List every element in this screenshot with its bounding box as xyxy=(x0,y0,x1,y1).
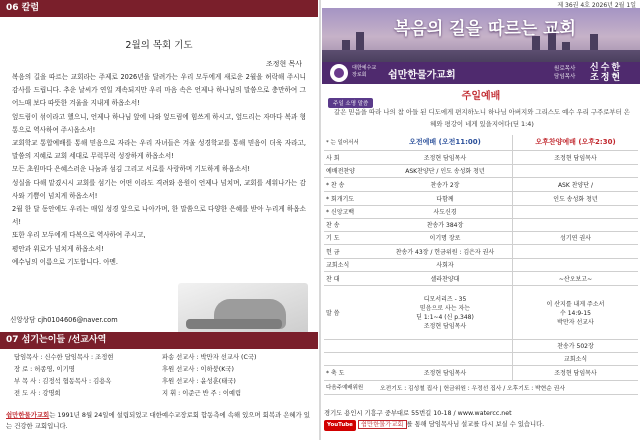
staff-line: 장 로 : 허종영, 이기명 xyxy=(14,366,75,373)
youtube-icon[interactable]: YouTube xyxy=(324,420,356,431)
table-row xyxy=(324,177,638,191)
column-title: 2월의 목회 기도 xyxy=(125,40,193,51)
pm-cell: 인도 송성화 청년 xyxy=(513,191,639,205)
paragraph: 성실을 다해 맡겼시시 교회를 섬기는 어떤 이라도 격려와 응원이 언제나 넘치며, 교회를 세워나가는 감사와 기쁨이 넘치게 하옵소서! xyxy=(12,178,306,200)
right-footer xyxy=(324,408,640,431)
pm-cell: 조정현 담임목사 xyxy=(513,365,639,380)
am-cell: ASK찬양단 / 인도 송성화 청년 xyxy=(378,164,513,177)
service-title: 주일예배 xyxy=(461,91,501,102)
missionary-line: 후원 선교사 : 윤성훈(태국) xyxy=(162,378,236,385)
pm-cell: 조정현 담임목사 xyxy=(513,150,639,164)
table-row xyxy=(324,231,638,244)
contact-email[interactable]: 신앙상담 cjh0104606@naver.com xyxy=(10,316,118,324)
row-label: 사 회 xyxy=(324,150,378,164)
paragraph: 엎드림이 섞이라고 했으니, 언제나 하나님 앞에 나와 엎드림에 힘쓰게 하시고, 엎드리는 자마다 복과 형통으로 역사하여 주시옵소서! xyxy=(12,112,306,134)
table-row xyxy=(324,218,638,231)
row-label xyxy=(324,352,378,365)
church-intro xyxy=(6,410,314,432)
am-cell: 셀라찬양대 xyxy=(378,271,513,285)
issue-info: 제 36권 4호 2026년 2월 1일 xyxy=(557,2,636,9)
am-cell: 사도신경 xyxy=(378,205,513,218)
pastor-name: 조정현 xyxy=(590,73,623,83)
pm-cell: 성기연 권사 xyxy=(513,231,639,244)
staff-left-column xyxy=(14,352,162,400)
am-cell: 찬송가 43장 / 헌금위원 : 김은자 권사 xyxy=(378,244,513,258)
am-cell xyxy=(378,339,513,352)
pastor-name: 신수한 xyxy=(590,63,623,73)
table-row xyxy=(324,150,638,164)
row-label: 예배전찬양 xyxy=(324,164,378,177)
row-label: 찬 대 xyxy=(324,271,378,285)
staff-list xyxy=(0,349,318,400)
row-label: 말 씀 xyxy=(324,285,378,339)
next-week-row xyxy=(324,380,638,394)
next-week-text: 오전기도 : 김성철 집사 | 헌금위원 : 우정선 집사 / 오후기도 : 박현순 권사 xyxy=(378,380,638,394)
missionary-line: 지 휘 : 이준근 반 주 : 이예림 xyxy=(162,390,242,397)
table-row xyxy=(324,271,638,285)
am-cell: 이기명 장로 xyxy=(378,231,513,244)
page-divider xyxy=(319,0,321,440)
table-row xyxy=(324,191,638,205)
missionary-line: 파송 선교사 : 박만자 선교사 (C국) xyxy=(162,354,257,361)
column-author: 조정현 목사 xyxy=(265,60,302,68)
youtube-line xyxy=(324,419,640,431)
table-row xyxy=(324,365,638,380)
table-header-row xyxy=(324,135,638,150)
table-row xyxy=(324,244,638,258)
paragraph: 또한 우리 모두에게 다복으로 역사하여 주시고, xyxy=(12,231,146,240)
masthead-title: 복음의 길을 따르는 교회 xyxy=(394,19,576,39)
staff-line: 전 도 사 : 강명희 xyxy=(14,390,61,397)
pastor-label: 담임목사 xyxy=(554,74,576,80)
table-row xyxy=(324,352,638,365)
paragraph: 모든 초원마다 은혜스러운 나눔과 섬김 그리고 서로를 사랑하며 기도하게 하옵소서! xyxy=(12,165,251,174)
pm-cell: 찬송가 502장 xyxy=(513,339,639,352)
row-label: * 축 도 xyxy=(324,365,378,380)
pastor-labels xyxy=(554,65,575,81)
paragraph: 복음의 길을 따르는 교회라는 주제로 2026년을 달려가는 우리 모두에게 새로운 2월을 허락해 주시니 감사를 드립니다. 추운 날씨가 연일 계속되지만 우리 마음 속은 언제나 하나님의 말씀으로 충만하여 그 어느때 보다 따뜻한 겨울을 지내게 하옵소서! xyxy=(12,73,306,108)
table-row xyxy=(324,205,638,218)
am-cell: 조정현 담임목사 xyxy=(378,150,513,164)
theme-verse: 갈은 믿음을 따라 나의 참 아들 된 디도에게 편지하노니 하나님 아버지와 그리스도 예수 우리 구주로부터 은혜와 평강이 네게 있을지어다(딛 1:4) xyxy=(334,108,630,128)
staff-line: 부 목 사 : 김정석 협동목사 : 김용옥 xyxy=(14,378,112,385)
pastor-label: 원로목사 xyxy=(554,66,576,72)
row-label: * 회개기도 xyxy=(324,191,378,205)
row-label: 찬 송 xyxy=(324,218,378,231)
worship-order-table xyxy=(324,135,638,395)
column-section-header: 06 칼럼 xyxy=(0,0,318,17)
paragraph: 예수님의 이름으로 기도합니다. 아멘. xyxy=(12,257,119,266)
youtube-text: 를 통해 담임목사님 설교를 다시 보실 수 있습니다. xyxy=(406,421,545,428)
row-label: * 찬 송 xyxy=(324,177,378,191)
row-label xyxy=(324,339,378,352)
pm-cell xyxy=(513,258,639,271)
staff-line: 담임목사 : 신수한 담임목사 : 조정현 xyxy=(14,354,114,361)
pm-cell: ~산오보고~ xyxy=(513,271,639,285)
staff-section xyxy=(0,332,318,400)
stand-note: * 는 일어서서 xyxy=(324,135,378,150)
am-cell: 디모서리즈 - 35 믿음으로 사는 자는 딛 1:1~4 (신 p.348) 조정현 담임목사 xyxy=(378,285,513,339)
paragraph: 2월 한 달 동안에도 우리는 매일 성경 앞으로 나아가며, 한 말씀으로 다양한 은혜를 받아 누리게 하옵소서! xyxy=(12,205,306,227)
row-label: 헌 금 xyxy=(324,244,378,258)
row-label: 교회소식 xyxy=(324,258,378,271)
church-name-link[interactable]: 쉼만한물가교회 xyxy=(6,411,50,419)
am-service-head: 오전예배 (오전11:00) xyxy=(378,135,513,150)
table-row xyxy=(324,285,638,339)
am-cell: 찬송가 384장 xyxy=(378,218,513,231)
row-label: * 신앙고백 xyxy=(324,205,378,218)
next-week-label: 다음주예배위원 xyxy=(324,380,378,394)
church-address[interactable]: 경기도 용인시 기흥구 중부대로 55번길 10-18 / www.watercc.net xyxy=(324,410,512,417)
column-body xyxy=(12,71,306,269)
pm-cell: 이 산지를 내게 주소서 수 14:9-15 박만자 선교사 xyxy=(513,285,639,339)
am-cell: 사회자 xyxy=(378,258,513,271)
pm-cell xyxy=(513,244,639,258)
am-cell xyxy=(378,352,513,365)
church-bar xyxy=(322,62,640,84)
table-row xyxy=(324,339,638,352)
church-intro-text: 는 1991년 8월 24일에 설립되었고 대한예수교장로회 합동측에 속해 있으며 회복과 은혜가 있는 건강한 교회입니다. xyxy=(6,411,310,430)
table-row xyxy=(324,258,638,271)
verse-tag: 주일 소명 말씀 xyxy=(328,98,373,108)
denomination: 대한예수교 장로회 xyxy=(352,65,377,78)
paragraph: 평안과 위로가 넘치게 하옵소서! xyxy=(12,244,104,253)
am-cell: 찬송가 2장 xyxy=(378,177,513,191)
staff-right-column xyxy=(162,352,310,400)
right-page xyxy=(322,0,640,440)
pm-cell xyxy=(513,218,639,231)
row-label: 기 도 xyxy=(324,231,378,244)
church-logo-icon xyxy=(330,64,348,82)
pm-cell: 교회소식 xyxy=(513,352,639,365)
paragraph: 교회학교 통합예배를 통해 믿음으로 자라는 우리 자녀들은 겨울 성경학교를 통해 믿음이 더욱 자라고, 말씀의 지혜로 교회 세대로 무럭무럭 성장하게 하옵소서! xyxy=(12,139,306,161)
staff-section-header: 07 섬기는이들 /선교사역 xyxy=(0,332,318,349)
pm-cell xyxy=(513,164,639,177)
pm-service-head: 오후찬양예배 (오후2:30) xyxy=(513,135,639,150)
left-page xyxy=(0,0,318,440)
table-row xyxy=(324,164,638,177)
pastor-names xyxy=(590,63,622,83)
church-name: 쉼만한물가교회 xyxy=(388,70,456,81)
missionary-line: 후원 선교사 : 이하붕(K국) xyxy=(162,366,234,373)
pm-cell: ASK 찬양단 / xyxy=(513,177,639,191)
youtube-channel-name[interactable]: 쉼만한물가교회 xyxy=(358,420,407,429)
am-cell: 조정현 담임목사 xyxy=(378,365,513,380)
am-cell: 다함께 xyxy=(378,191,513,205)
pm-cell xyxy=(513,205,639,218)
